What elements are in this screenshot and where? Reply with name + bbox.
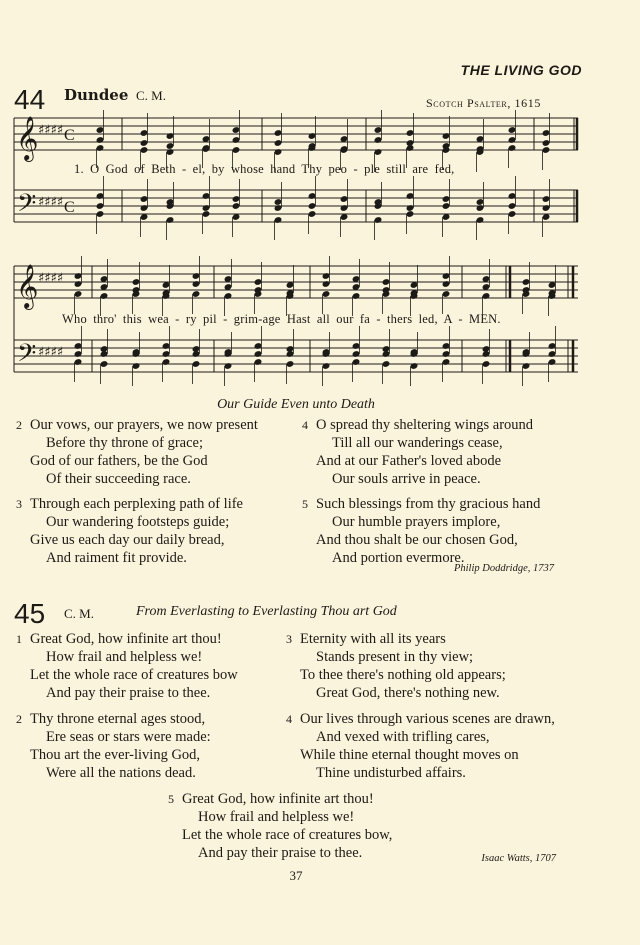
verse-line: And raiment fit provide. (46, 550, 187, 566)
verse-line: Let the whole race of creatures bow, (182, 827, 393, 843)
verse-number: 4 (286, 712, 292, 726)
verse-line: Stands present in thy view; (316, 649, 474, 665)
bass-clef-icon: 𝄢 (17, 189, 37, 224)
svg-text:C: C (64, 127, 75, 144)
verse-number: 2 (16, 712, 22, 726)
hymn45-author: Isaac Watts, 1707 (481, 853, 556, 864)
verse-line: Our souls arrive in peace. (332, 471, 481, 487)
verse-line: And at our Father's loved abode (316, 453, 502, 469)
verse-number: 3 (286, 632, 292, 646)
verse-line: Our humble prayers implore, (332, 514, 501, 530)
verse-line: Our lives through various scenes are drawn, (300, 711, 555, 727)
hymn45-title: From Everlasting to Everlasting Thou art God (136, 604, 397, 619)
verse-line: How frail and helpless we! (198, 809, 355, 825)
hymn44-title: Our Guide Even unto Death (217, 397, 375, 412)
music-score (0, 0, 640, 400)
hymn45-meter: C. M. (64, 606, 94, 621)
verse-number: 4 (302, 418, 308, 432)
svg-text:♯♯♯♯: ♯♯♯♯ (38, 271, 64, 286)
verse-line: Till all our wanderings cease, (332, 435, 503, 451)
page-number: 37 (289, 868, 303, 883)
verse-number: 2 (16, 418, 22, 432)
verse-line: And vexed with trifling cares, (316, 729, 490, 745)
verse-line: Of their succeeding race. (46, 471, 191, 487)
hymn44-verse-2 (16, 416, 258, 488)
staff-system2-treble (14, 266, 578, 298)
verse-line: Through each perplexing path of life (30, 496, 243, 512)
verse-line: Eternity with all its years (300, 631, 446, 647)
verse-line: Our vows, our prayers, we now present (30, 417, 258, 433)
hymn45-verse-1 (16, 630, 238, 702)
running-title: THE LIVING GOD (460, 62, 582, 78)
lyrics-line-2: Who thro' this wea - ry pil - grim-age Hast all our fa - thers led, A - MEN. (62, 312, 501, 326)
bass-clef-icon: 𝄢 (17, 339, 37, 374)
music-source: Scotch Psalter, 1615 (426, 96, 541, 110)
verse-line: While thine eternal thought moves on (300, 747, 519, 763)
verse-number: 5 (302, 497, 308, 511)
treble-clef-icon: 𝄞 (16, 264, 39, 308)
verse-line: To thee there's nothing old appears; (300, 667, 506, 683)
verse-line: Our wandering footsteps guide; (46, 514, 230, 530)
svg-text:C: C (64, 199, 75, 216)
verse-line: And pay their praise to thee. (198, 845, 363, 861)
hymn44-verse-3 (16, 495, 243, 567)
verse-line: Great God, how infinite art thou! (30, 631, 222, 647)
verse-line: Give us each day our daily bread, (30, 532, 225, 548)
lyrics-line-1: 1. O God of Beth - el, by whose hand Thy peo - ple still are fed, (74, 162, 455, 176)
hymn45-verse-4 (286, 710, 555, 782)
verse-line: And pay their praise to thee. (46, 685, 211, 701)
hymn-number-44: 44 (14, 84, 46, 115)
verse-line: Thine undisturbed affairs. (316, 765, 466, 781)
verse-line: And portion evermore. (332, 550, 465, 566)
verse-number: 3 (16, 497, 22, 511)
verse-line: Such blessings from thy gracious hand (316, 496, 541, 512)
verse-line: Thy throne eternal ages stood, (30, 711, 206, 727)
verse-line: God of our fathers, be the God (30, 453, 208, 469)
hymn45-verse-2 (16, 710, 211, 782)
verse-line: Great God, there's nothing new. (316, 685, 500, 701)
verse-line: O spread thy sheltering wings around (316, 417, 534, 433)
staff-system2-bass (14, 340, 578, 372)
verse-line: How frail and helpless we! (46, 649, 203, 665)
svg-text:♯♯♯♯: ♯♯♯♯ (38, 195, 64, 210)
hymn44-meter: C. M. (136, 88, 166, 103)
verse-line: Ere seas or stars were made: (46, 729, 211, 745)
verse-number: 1 (16, 632, 22, 646)
verse-line: Great God, how infinite art thou! (182, 791, 374, 807)
hymn45-verse-5 (168, 790, 393, 862)
verse-line: Let the whole race of creatures bow (30, 667, 238, 683)
treble-clef-icon: 𝄞 (16, 116, 39, 160)
verse-line: Before thy throne of grace; (46, 435, 204, 451)
verse-number: 5 (168, 792, 174, 806)
verse-line: And thou shalt be our chosen God, (316, 532, 518, 548)
verse-line: Thou art the ever-living God, (30, 747, 201, 763)
tune-name: Dundee (64, 86, 129, 104)
hymn45-verse-3 (286, 630, 506, 702)
hymn44-author: Philip Doddridge, 1737 (453, 563, 554, 574)
hymn44-verse-4 (302, 416, 534, 488)
verse-line: Were all the nations dead. (46, 765, 196, 781)
staff-system1-treble (14, 118, 578, 150)
hymn44-verse-5 (302, 495, 541, 567)
svg-text:♯♯♯♯: ♯♯♯♯ (38, 123, 64, 138)
hymn-number-45: 45 (14, 598, 46, 629)
svg-text:♯♯♯♯: ♯♯♯♯ (38, 345, 64, 360)
